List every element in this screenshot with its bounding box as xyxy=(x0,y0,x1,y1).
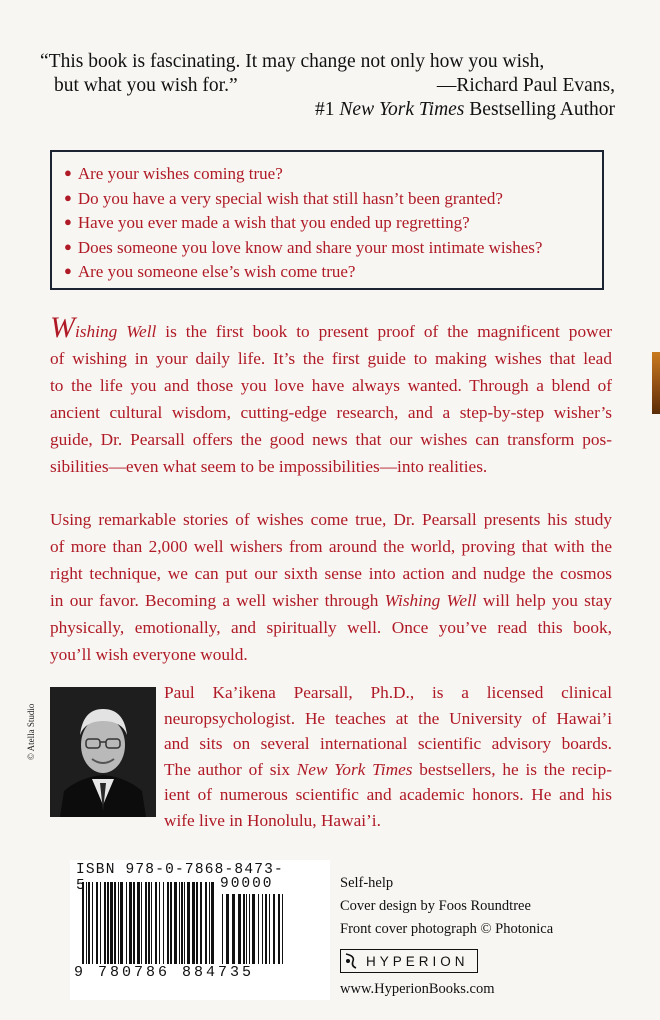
barcode-bar xyxy=(129,882,132,964)
barcode-bar xyxy=(133,882,135,964)
credential-suffix: Bestselling Author xyxy=(464,99,615,120)
barcode-bar xyxy=(181,882,183,964)
cover-design-credit: Cover design by Foos Roundtree xyxy=(340,898,531,914)
barcode-digits: 9 780786 884735 xyxy=(74,964,255,981)
quote-author: —Richard Paul Evans, xyxy=(436,75,615,96)
barcode-bar xyxy=(163,882,164,964)
question-item xyxy=(64,162,602,187)
book-title-rest: ishing Well xyxy=(75,322,157,341)
price-addon-digits: 90000 xyxy=(220,876,274,892)
paragraph-line: you’ll wish everyone would. xyxy=(50,645,248,664)
barcode-bar xyxy=(118,882,119,964)
barcode-bar xyxy=(96,882,98,964)
question-item xyxy=(64,211,602,236)
barcode-bar xyxy=(120,882,123,964)
barcode-bar xyxy=(86,882,87,964)
addon-bar xyxy=(265,894,267,964)
quote-line-2 xyxy=(40,74,615,98)
barcode-bar xyxy=(184,882,185,964)
question-item xyxy=(64,236,602,261)
bullet-icon: ● xyxy=(64,263,72,278)
paragraph-line: sibilities—even what seem to be impossibilities—into realities. xyxy=(50,457,488,476)
paragraph-line: guide, Dr. Pearsall offers the good news that our wishes can transform pos- xyxy=(50,430,612,449)
paragraph-line xyxy=(50,311,612,345)
addon-bar xyxy=(222,894,223,964)
question-text: Are your wishes coming true? xyxy=(77,164,283,183)
barcode-bar xyxy=(107,882,109,964)
addon-bar xyxy=(258,894,259,964)
barcode-bar xyxy=(88,882,90,964)
barcode-bar xyxy=(196,882,198,964)
publisher-name: HYPERION xyxy=(366,953,469,969)
barcode-bar xyxy=(170,882,172,964)
bio-line: and sits on several international scientific advisory boards. xyxy=(164,734,612,754)
question-text: Do you have a very special wish that still hasn’t been granted? xyxy=(77,188,503,208)
addon-bar xyxy=(252,894,255,964)
bio-line: ient of numerous scientific and academic honors. He and his xyxy=(164,785,612,805)
barcode-bar xyxy=(187,882,190,964)
line4-end: will help you stay xyxy=(476,591,612,610)
bio-line: neuropsychologist. He teaches at the University of Hawai’i xyxy=(164,708,612,728)
bio-line: Paul Ka’ikena Pearsall, Ph.D., is a licensed clinical xyxy=(164,683,612,702)
addon-bar xyxy=(269,894,270,964)
barcode-bar xyxy=(82,882,84,964)
addon-bar xyxy=(238,894,241,964)
bullet-icon: ● xyxy=(64,165,72,180)
barcode-bar xyxy=(148,882,150,964)
barcode-bar xyxy=(114,882,116,964)
barcode-bar xyxy=(145,882,147,964)
back-cover-info xyxy=(340,872,600,941)
publisher-url[interactable]: www.HyperionBooks.com xyxy=(340,981,495,997)
question-item xyxy=(64,260,602,285)
paragraph-line: right technique, we can put our sixth sense into action and nudge the cosmos xyxy=(50,564,612,583)
book-title-inline: Wishing Well xyxy=(384,591,477,610)
quote-line-1: “This book is fascinating. It may change not only how you wish, xyxy=(40,51,545,72)
dropcap-letter: W xyxy=(50,311,75,344)
quote-credential xyxy=(40,98,615,122)
addon-bar xyxy=(282,894,283,964)
barcode-bar xyxy=(211,882,214,964)
barcode-bar xyxy=(151,882,152,964)
paragraph-line: of more than 2,000 well wishers from around the world, proving that with the xyxy=(50,537,612,556)
barcode-bar xyxy=(141,882,142,964)
paragraph-line xyxy=(50,587,612,614)
barcode-bar xyxy=(200,882,202,964)
addon-bar xyxy=(249,894,250,964)
endorsement-quote xyxy=(40,50,615,122)
barcode-bar xyxy=(205,882,207,964)
bio-line4-end: bestsellers, he is the recip- xyxy=(412,759,613,779)
barcode-bar xyxy=(167,882,169,964)
paragraph-line: physically, emotionally, and spiritually well. Once you’ve read this book, xyxy=(50,618,612,637)
barcode-bar xyxy=(126,882,127,964)
question-text: Does someone you love know and share your most intimate wishes? xyxy=(77,237,543,257)
spine-color-tab xyxy=(652,352,660,414)
author-photo xyxy=(50,687,156,817)
addon-bar xyxy=(273,894,275,964)
bio-line xyxy=(164,757,612,783)
barcode-bar xyxy=(159,882,160,964)
barcode-bar xyxy=(137,882,140,964)
hyperion-mark-icon xyxy=(342,951,360,971)
front-photo-credit: Front cover photograph © Photonica xyxy=(340,921,554,937)
barcode-bar xyxy=(209,882,210,964)
paragraph-line-text: is the first book to present proof of the magnificent power xyxy=(156,322,612,341)
barcode-bar xyxy=(174,882,177,964)
publisher-logo xyxy=(340,949,478,973)
author-portrait-icon xyxy=(50,687,156,817)
question-text: Have you ever made a wish that you ended up regretting? xyxy=(77,213,470,232)
credential-italic: New York Times xyxy=(339,99,465,120)
barcode-bar xyxy=(179,882,180,964)
paragraph-line: to the life you and those you love have always wanted. Through a blend of xyxy=(50,376,612,395)
question-text: Are you someone else’s wish come true? xyxy=(77,262,356,281)
addon-bar xyxy=(262,894,263,964)
questions-list xyxy=(64,162,602,285)
bio-line4-start: The author of six xyxy=(164,759,297,779)
addon-bar xyxy=(243,894,245,964)
barcode-bar xyxy=(155,882,157,964)
bio-line: wife live in Honolulu, Hawai’i. xyxy=(164,810,381,830)
isbn-number: ISBN 978-0-7868-8473-5 xyxy=(76,862,284,894)
paragraph-line: ancient cultural wisdom, cutting-edge research, and a step-by-step wisher’s xyxy=(50,403,612,422)
addon-bar xyxy=(226,894,229,964)
questions-box xyxy=(50,150,604,290)
author-bio xyxy=(164,680,612,834)
category-label: Self-help xyxy=(340,875,394,891)
barcode-bar xyxy=(110,882,113,964)
barcode-bar xyxy=(100,882,101,964)
bio-line4-italic: New York Times xyxy=(296,759,413,779)
barcode-bar xyxy=(192,882,195,964)
description-paragraph-2 xyxy=(50,506,612,668)
quote-line-2-text: but what you wish for.” xyxy=(54,75,238,96)
bullet-icon: ● xyxy=(64,214,72,229)
addon-bar xyxy=(232,894,235,964)
credential-prefix: #1 xyxy=(315,99,340,120)
bullet-icon: ● xyxy=(64,189,72,205)
paragraph-line: Using remarkable stories of wishes come true, Dr. Pearsall presents his study xyxy=(50,510,612,529)
bullet-icon: ● xyxy=(64,238,72,254)
barcode-bar xyxy=(92,882,93,964)
line4-start: in our favor. Becoming a well wisher through xyxy=(50,591,385,610)
paragraph-line: of wishing in your daily life. It’s the first guide to making wishes that lead xyxy=(50,349,612,368)
barcode-bar xyxy=(104,882,106,964)
book-title xyxy=(50,311,157,344)
description-paragraph-1 xyxy=(50,311,612,480)
addon-bar xyxy=(246,894,247,964)
addon-bar xyxy=(278,894,280,964)
photo-credit: © Atella Studio xyxy=(26,703,36,760)
question-item xyxy=(64,187,602,212)
